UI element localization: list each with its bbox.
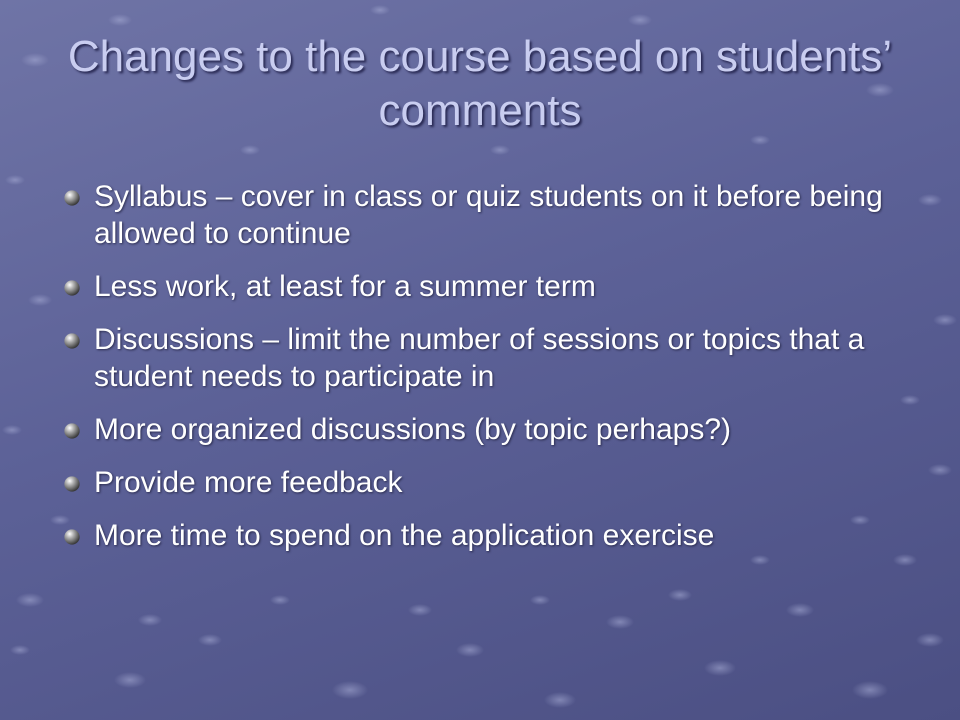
sphere-bullet-icon — [63, 475, 81, 493]
bullet-text: More organized discussions (by topic perhaps?) — [94, 413, 731, 446]
bullet-item — [62, 464, 922, 501]
bullet-text: Provide more feedback — [94, 466, 403, 499]
sphere-bullet-icon — [63, 528, 81, 546]
slide-title: Changes to the course based on students’ comments — [67, 32, 893, 135]
bullet-item — [62, 517, 922, 554]
bullet-item — [62, 268, 922, 305]
bullet-text: Discussions – limit the number of sessions or topics that a student needs to participate in — [94, 323, 865, 393]
bullet-text: Syllabus – cover in class or quiz students on it before being allowed to continue — [94, 180, 883, 250]
bullet-text: Less work, at least for a summer term — [94, 270, 596, 303]
bullet-item — [62, 178, 922, 252]
sphere-bullet-icon — [63, 422, 81, 440]
bullet-item — [62, 411, 922, 448]
bullet-list — [62, 178, 922, 570]
sphere-bullet-icon — [63, 279, 81, 297]
sphere-bullet-icon — [63, 332, 81, 350]
sphere-bullet-icon — [63, 189, 81, 207]
bullet-text: More time to spend on the application exercise — [94, 519, 715, 552]
bullet-item — [62, 321, 922, 395]
